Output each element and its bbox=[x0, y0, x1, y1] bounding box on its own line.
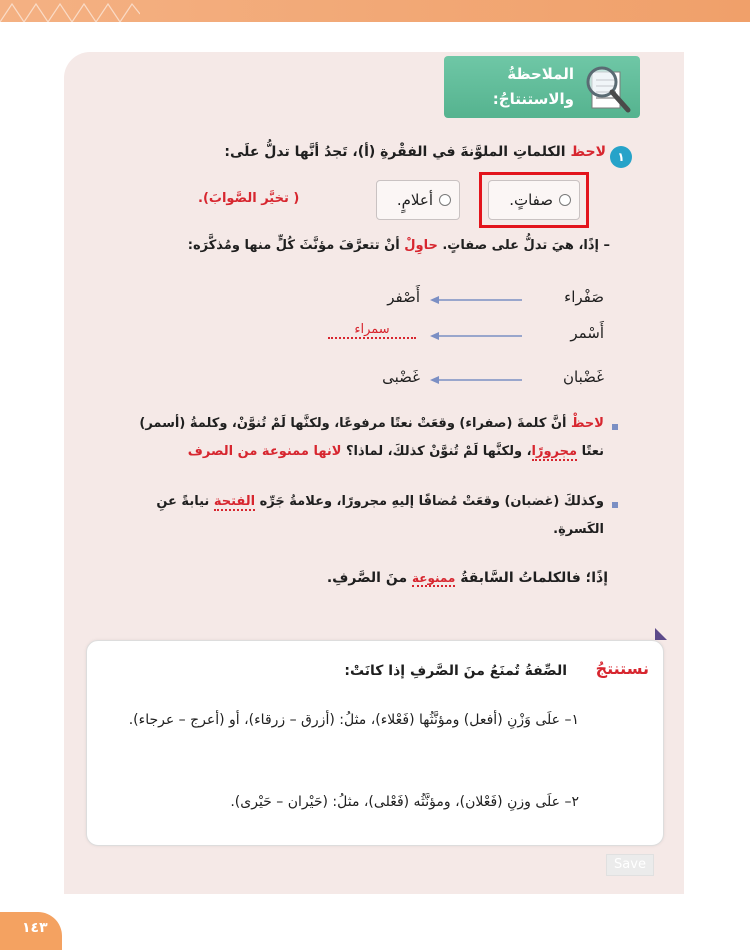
question-lead: لاحظ bbox=[570, 144, 606, 160]
summary-line bbox=[327, 570, 608, 586]
section-title bbox=[454, 62, 574, 112]
paragraph-lead: لاحظْ bbox=[571, 416, 604, 431]
conclusion-item-2: ٢– علَى وزنِ (فَعْلان)، ومؤنَّثُه (فَعْلى)، مثلُ: (حَيْران – حَيْرى). bbox=[230, 794, 579, 810]
conclusion-label: نستنتجُ bbox=[595, 659, 649, 678]
answer-field-feminine-brown[interactable]: سمراء bbox=[328, 322, 416, 339]
intro-part2: أنْ تتعرَّفَ مؤنَّثَ كُلٍّ منها ومُذكَّرَه: bbox=[187, 238, 400, 253]
band-pattern-icon bbox=[0, 0, 140, 22]
arrow-left-icon bbox=[430, 376, 522, 384]
radio-circle-icon[interactable] bbox=[439, 194, 451, 206]
paragraph-ghadban bbox=[128, 488, 604, 544]
selected-option-highlight bbox=[479, 172, 589, 228]
intro-lead: حاوِلْ bbox=[404, 238, 438, 253]
section-title-line2: والاستنتاجُ: bbox=[492, 90, 574, 108]
save-button[interactable]: Save bbox=[606, 854, 654, 876]
question-body: الكلماتِ الملوَّنةَ في الفقْرةِ (أ)، تَجدُ أنَّها تدلُّ علَى: bbox=[224, 144, 566, 160]
intro-line bbox=[188, 238, 610, 253]
arrow-left-icon bbox=[430, 296, 522, 304]
answer-field-fatha[interactable]: الفتحة bbox=[213, 494, 256, 509]
pair-word-masculine-brown: أَسْمر bbox=[570, 324, 604, 342]
paragraph2-text-2: نيابةً عنِ الكَسرةِ. bbox=[156, 494, 604, 537]
question-number: ١ bbox=[610, 146, 632, 168]
bullet-square-icon bbox=[612, 424, 618, 430]
summary-text-2: منَ الصَّرفِ. bbox=[326, 570, 408, 586]
question-text bbox=[224, 144, 606, 160]
paragraph-text-2: ، ولكنَّها لَمْ تُنوَّنْ كذلكَ، لماذا؟ bbox=[346, 444, 532, 459]
pair-word-feminine-yellow: صَفْراء bbox=[564, 288, 604, 306]
pair-word-masculine-yellow: أَصْفر bbox=[387, 288, 420, 306]
bullet-square-icon bbox=[612, 502, 618, 508]
option-attributes-label: صفاتٍ. bbox=[509, 191, 553, 209]
option-proper-names-label: أعلامٍ. bbox=[396, 191, 433, 209]
conclusion-item-1: ١– علَى وَزْنِ (أفعل) ومؤنَّثُها (فَعْلاء)، مثلُ: (أزرق – زرقاء)، أو (أعرج – عرجاء). bbox=[128, 712, 579, 728]
answer-field-forbidden[interactable]: ممنوعة bbox=[411, 571, 456, 585]
answer-field-genitive[interactable]: مجرورًا bbox=[531, 444, 578, 459]
option-proper-names[interactable] bbox=[376, 180, 460, 220]
corner-tab-marker bbox=[655, 628, 667, 640]
paragraph-observation bbox=[128, 410, 604, 466]
pair-word-masculine-angry: غَضْبان bbox=[563, 368, 604, 386]
pair-word-feminine-angry: غَضْبى bbox=[382, 368, 420, 386]
conclusion-box bbox=[86, 640, 664, 846]
section-title-line1: الملاحظةُ bbox=[507, 65, 574, 83]
intro-part1: – إذًا، هيَ تدلُّ على صفاتٍ. bbox=[442, 238, 610, 253]
answer-field-reason[interactable]: لانها ممنوعة من الصرف bbox=[187, 444, 342, 459]
conclusion-title: الصِّفةُ تُمنَعُ منَ الصَّرفِ إذا كانَتْ: bbox=[344, 663, 567, 679]
summary-text-1: إذًا؛ فالكلماتُ السَّابقةُ bbox=[460, 570, 608, 586]
magnifier-icon bbox=[578, 60, 636, 116]
paragraph-text: أنَّ كلمةَ (صفراء) وقعَتْ نعتًا مرفوعًا، ولكنَّها لَمْ تُنوَّنْ، وكلمةُ (أسمر) نعتًا bbox=[139, 416, 604, 459]
page-number: ١٤٣ bbox=[22, 920, 48, 936]
section-header bbox=[444, 56, 640, 118]
arrow-left-icon bbox=[430, 332, 522, 340]
choose-hint: ( تخيَّر الصَّوابَ). bbox=[198, 191, 300, 206]
paragraph2-text: وكذلكَ (غضبان) وقعَتْ مُضافًا إليهِ مجرورًا، وعلامةُ جَرِّه bbox=[259, 494, 604, 509]
top-decorative-band bbox=[0, 0, 750, 22]
